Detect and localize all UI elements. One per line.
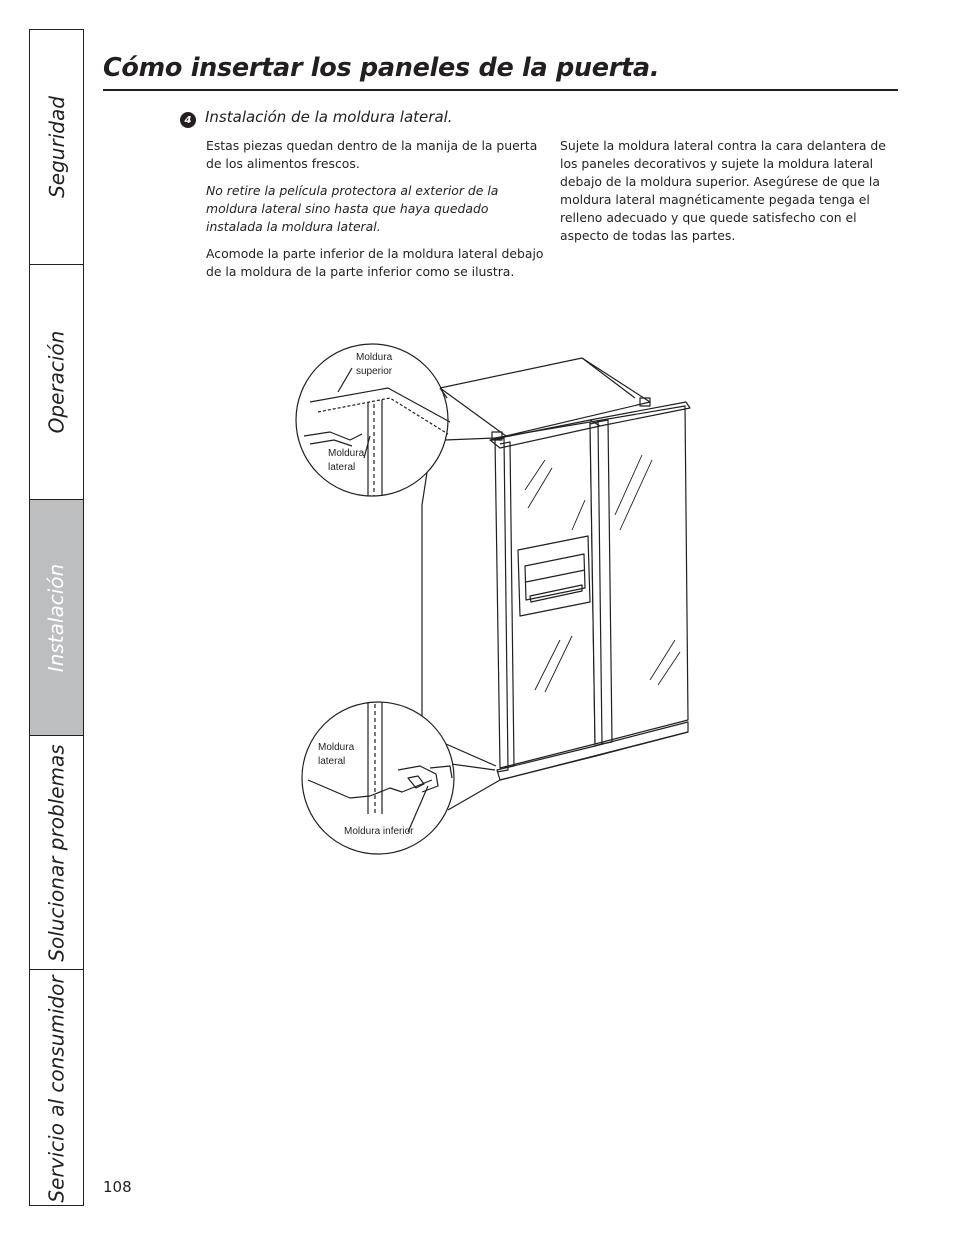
paragraph: Estas piezas quedan dentro de la manija de la puerta de los alimentos frescos.: [206, 138, 538, 171]
refrigerator-diagram: [290, 340, 710, 860]
paragraph: Sujete la moldura lateral contra la cara delantera de los paneles decorativos y sujete la moldura lateral debajo de la moldura superior. Asegúrese de que la moldura lateral magnéticamente pegada tenga el relleno adecuado y que quede satisfecho con el aspecto de todas las partes.: [560, 138, 886, 243]
tab-label: Operación: [44, 330, 69, 434]
left-text-column: [206, 137, 546, 290]
tab-label: Solucionar problemas: [44, 743, 69, 962]
paragraph: Acomode la parte inferior de la moldura lateral debajo de la moldura de la parte inferior como se ilustra.: [206, 246, 544, 279]
page-title: Cómo insertar los paneles de la puerta.: [103, 53, 660, 83]
section-tabs: [29, 29, 84, 1206]
tab-solucionar-problemas[interactable]: [30, 736, 83, 970]
label-moldura-lateral-bottom-2: lateral: [318, 756, 346, 767]
tab-operacion[interactable]: [30, 265, 83, 500]
tab-instalacion[interactable]: [30, 500, 83, 736]
tab-label: Seguridad: [44, 96, 69, 198]
page-number: 108: [103, 1178, 132, 1196]
title-rule: [103, 89, 898, 91]
step-heading: Instalación de la moldura lateral.: [205, 108, 453, 126]
step-number-badge: 4: [180, 112, 196, 128]
tab-seguridad[interactable]: [30, 30, 83, 265]
tab-servicio-al-consumidor[interactable]: [30, 970, 83, 1207]
label-moldura-inferior: Moldura inferior: [344, 826, 414, 837]
caution-paragraph: No retire la película protectora al exterior de la moldura lateral sino hasta que haya quedado instalada la moldura lateral.: [206, 183, 499, 234]
label-moldura-lateral-bottom-1: Moldura: [318, 742, 355, 753]
label-moldura-superior-1: Moldura: [356, 352, 393, 363]
label-moldura-superior-2: superior: [356, 366, 393, 377]
tab-label: Instalación: [44, 563, 69, 672]
tab-label: Servicio al consumidor: [44, 974, 69, 1203]
label-moldura-lateral-top-1: Moldura: [328, 448, 365, 459]
right-text-column: [560, 137, 900, 254]
label-moldura-lateral-top-2: lateral: [328, 462, 356, 473]
